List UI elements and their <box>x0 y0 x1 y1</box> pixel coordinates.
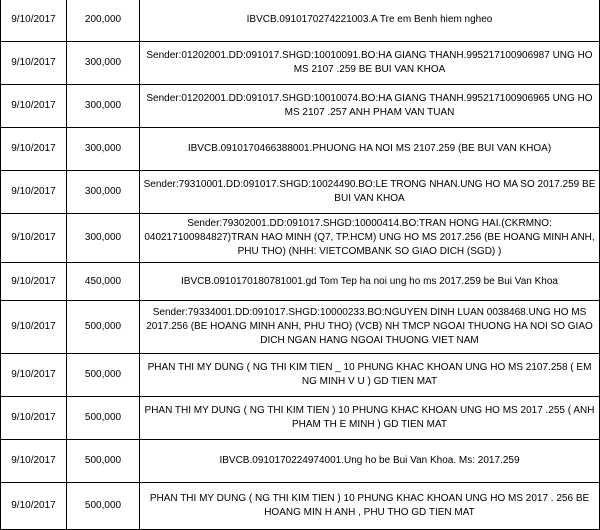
table-row <box>1 483 600 530</box>
date-cell: 9/10/2017 <box>1 128 67 171</box>
table-row <box>1 397 600 440</box>
description-cell: PHAN THI MY DUNG ( NG THI KIM TIEN ) 10 PHUNG KHAC KHOAN UNG HO MS 2017 . 256 BE HOANG MIN H ANH , PHU THO GD TIEN MAT <box>140 483 600 530</box>
table-row <box>1 214 600 263</box>
date-cell: 9/10/2017 <box>1 354 67 397</box>
description-cell: IBVCB.0910170180781001.gd Tom Tep ha noi ung ho ms 2017.259 be Bui Van Khoa <box>140 263 600 301</box>
table-row <box>1 171 600 214</box>
table-row <box>1 42 600 85</box>
amount-cell: 300,000 <box>67 85 140 128</box>
date-cell: 9/10/2017 <box>1 42 67 85</box>
description-cell: Sender:01202001.DD:091017.SHGD:10010091.BO:HA GIANG THANH.995217100906987 UNG HO MS 2107 .259 BE BUI VAN KHOA <box>140 42 600 85</box>
table-row <box>1 0 600 42</box>
table-row <box>1 354 600 397</box>
description-cell: PHAN THI MY DUNG ( NG THI KIM TIEN _ 10 PHUNG KHAC KHOAN UNG HO MS 2107.258 ( EM NG MINH V U ) GD TIEN MAT <box>140 354 600 397</box>
amount-cell: 500,000 <box>67 483 140 530</box>
amount-cell: 500,000 <box>67 397 140 440</box>
amount-cell: 500,000 <box>67 301 140 354</box>
date-cell: 9/10/2017 <box>1 483 67 530</box>
table-row <box>1 301 600 354</box>
amount-cell: 200,000 <box>67 0 140 42</box>
date-cell: 9/10/2017 <box>1 214 67 263</box>
amount-cell: 500,000 <box>67 440 140 483</box>
table-row <box>1 263 600 301</box>
description-cell: IBVCB.0910170466388001.PHUONG HA NOI MS 2107.259 (BE BUI VAN KHOA) <box>140 128 600 171</box>
description-cell: Sender:01202001.DD:091017.SHGD:10010074.BO:HA GIANG THANH.995217100906965 UNG HO MS 2107 .257 ANH PHAM VAN TUAN <box>140 85 600 128</box>
date-cell: 9/10/2017 <box>1 397 67 440</box>
amount-cell: 300,000 <box>67 128 140 171</box>
date-cell: 9/10/2017 <box>1 171 67 214</box>
amount-cell: 300,000 <box>67 171 140 214</box>
description-cell: PHAN THI MY DUNG ( NG THI KIM TIEN ) 10 PHUNG KHAC KHOAN UNG HO MS 2017 .255 ( ANH PHAM TH E MINH ) GD TIEN MAT <box>140 397 600 440</box>
description-cell: Sender:79334001.DD:091017.SHGD:10000233.BO:NGUYEN DINH LUAN 0038468.UNG HO MS 2017.256 (BE HOANG MINH ANH, PHU THO) (VCB) NH TMCP NGOAI THUONG HA NOI SO GIAO DICH NGAN HANG NGOAI THUONG VIET NAM <box>140 301 600 354</box>
table-row <box>1 440 600 483</box>
amount-cell: 300,000 <box>67 42 140 85</box>
date-cell: 9/10/2017 <box>1 0 67 42</box>
description-cell: Sender:79302001.DD:091017.SHGD:10000414.BO:TRAN HONG HAI.(CKRMNO: 040217100984827)TRAN HAO MINH (Q7, TP.HCM) UNG HO MS 2017.256 (BE HOANG MINH ANH, PHU THO) (NHH: VIETCOMBANK SO GIAO DICH (SGD) ) <box>140 214 600 263</box>
amount-cell: 500,000 <box>67 354 140 397</box>
transaction-table-body <box>1 0 600 530</box>
date-cell: 9/10/2017 <box>1 263 67 301</box>
description-cell: Sender:79310001.DD:091017.SHGD:10024490.BO:LE TRONG NHAN.UNG HO MA SO 2017.259 BE BUI VAN KHOA <box>140 171 600 214</box>
date-cell: 9/10/2017 <box>1 301 67 354</box>
amount-cell: 450,000 <box>67 263 140 301</box>
amount-cell: 300,000 <box>67 214 140 263</box>
table-row <box>1 128 600 171</box>
description-cell: IBVCB.0910170274221003.A Tre em Benh hiem ngheo <box>140 0 600 42</box>
date-cell: 9/10/2017 <box>1 440 67 483</box>
table-row <box>1 85 600 128</box>
description-cell: IBVCB.0910170224974001.Ung ho be Bui Van Khoa. Ms: 2017.259 <box>140 440 600 483</box>
date-cell: 9/10/2017 <box>1 85 67 128</box>
